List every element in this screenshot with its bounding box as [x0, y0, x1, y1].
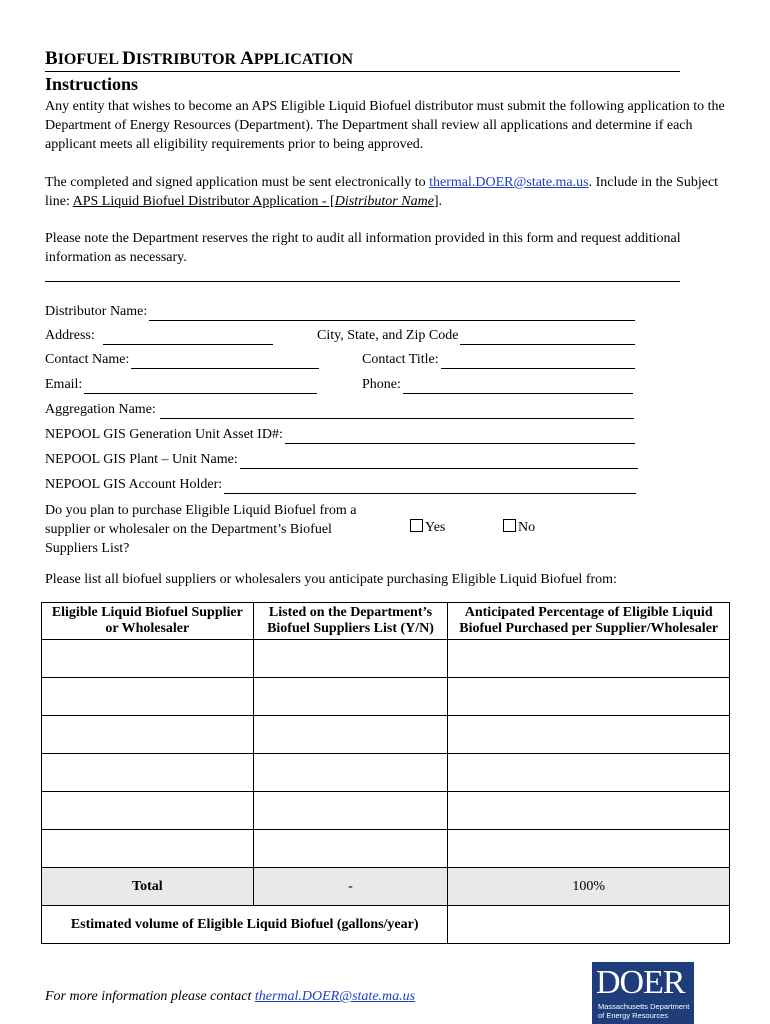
yes-checkbox[interactable]: Yes — [410, 519, 445, 536]
instructions-heading: Instructions — [45, 74, 139, 94]
instructions-paragraph-3: Please note the Department reserves the right to audit all information provided in this form and request additional information as necessary. — [45, 231, 681, 265]
table-row — [42, 716, 730, 754]
estimated-volume-row — [42, 906, 730, 944]
gis-asset-id-line[interactable] — [285, 429, 635, 444]
city-state-zip-line[interactable] — [460, 330, 635, 345]
listed-cell[interactable] — [253, 678, 448, 716]
column-header-listed: Listed on the Department’s Biofuel Suppliers List (Y/N) — [253, 603, 448, 640]
subject-line-text: APS Liquid Biofuel Distributor Application - [Distributor Name] — [72, 194, 439, 209]
logo-subtitle: Massachusetts Department of Energy Resources — [598, 1002, 690, 1020]
supplier-cell[interactable] — [42, 830, 254, 868]
phone-line[interactable] — [403, 379, 633, 394]
total-listed-value: - — [253, 868, 448, 906]
table-row — [42, 754, 730, 792]
section-divider — [45, 281, 680, 282]
no-checkbox[interactable]: No — [503, 519, 535, 536]
percentage-cell[interactable] — [448, 640, 730, 678]
supplier-table — [41, 602, 730, 944]
percentage-cell[interactable] — [448, 716, 730, 754]
city-state-zip-field[interactable]: City, State, and Zip Code — [317, 327, 635, 345]
contact-title-line[interactable] — [441, 354, 635, 369]
email-line[interactable] — [84, 379, 317, 394]
email-field[interactable]: Email: — [45, 376, 317, 394]
table-row — [42, 792, 730, 830]
table-row — [42, 830, 730, 868]
supplier-cell[interactable] — [42, 640, 254, 678]
column-header-supplier: Eligible Liquid Biofuel Supplier or Wholesaler — [42, 603, 254, 640]
percentage-cell[interactable] — [448, 792, 730, 830]
estimated-volume-label: Estimated volume of Eligible Liquid Biofuel (gallons/year) — [42, 906, 448, 944]
contact-title-field[interactable]: Contact Title: — [362, 351, 635, 369]
total-row — [42, 868, 730, 906]
page-title: BIOFUEL DISTRIBUTOR APPLICATION — [45, 49, 680, 72]
contact-name-line[interactable] — [131, 354, 319, 369]
table-header-row — [42, 603, 730, 640]
aggregation-name-field[interactable]: Aggregation Name: — [45, 401, 634, 419]
supplier-cell[interactable] — [42, 716, 254, 754]
supplier-list-prompt: Please list all biofuel suppliers or wholesalers you anticipate purchasing Eligible Liquid Biofuel from: — [45, 572, 617, 587]
instructions-paragraph-1: Any entity that wishes to become an APS Eligible Liquid Biofuel distributor must submit the following application to the Department of Energy Resources (Department). The Department shall review all applications and determine if each applicant meets all eligibility requirements prior to being approved. — [45, 99, 725, 152]
aggregation-name-line[interactable] — [160, 404, 634, 419]
address-field[interactable]: Address: — [45, 327, 273, 345]
total-label: Total — [42, 868, 254, 906]
percentage-cell[interactable] — [448, 678, 730, 716]
footer-contact: For more information please contact thermal.DOER@state.ma.us — [45, 989, 416, 1004]
listed-cell[interactable] — [253, 792, 448, 830]
table-row — [42, 640, 730, 678]
contact-name-field[interactable]: Contact Name: — [45, 351, 319, 369]
distributor-name-line[interactable] — [149, 306, 635, 321]
email-link[interactable]: thermal.DOER@state.ma.us — [429, 175, 589, 190]
checkbox-icon[interactable] — [410, 519, 423, 532]
checkbox-icon[interactable] — [503, 519, 516, 532]
supplier-cell[interactable] — [42, 792, 254, 830]
percentage-cell[interactable] — [448, 830, 730, 868]
gis-account-holder-field[interactable]: NEPOOL GIS Account Holder: — [45, 476, 636, 494]
doer-logo — [592, 962, 694, 1024]
gis-plant-unit-field[interactable]: NEPOOL GIS Plant – Unit Name: — [45, 451, 638, 469]
table-row — [42, 678, 730, 716]
distributor-name-field[interactable]: Distributor Name: — [45, 303, 635, 321]
listed-cell[interactable] — [253, 830, 448, 868]
supplier-cell[interactable] — [42, 754, 254, 792]
supplier-cell[interactable] — [42, 678, 254, 716]
percentage-cell[interactable] — [448, 754, 730, 792]
gis-plant-unit-line[interactable] — [240, 454, 638, 469]
column-header-percentage: Anticipated Percentage of Eligible Liquid Biofuel Purchased per Supplier/Wholesaler — [448, 603, 730, 640]
footer-email-link[interactable]: thermal.DOER@state.ma.us — [254, 989, 416, 1004]
address-line[interactable] — [103, 330, 273, 345]
total-percentage-value: 100% — [448, 868, 730, 906]
logo-mark: DOER — [596, 964, 685, 1001]
gis-account-holder-line[interactable] — [224, 479, 636, 494]
listed-cell[interactable] — [253, 716, 448, 754]
listed-cell[interactable] — [253, 754, 448, 792]
gis-asset-id-field[interactable]: NEPOOL GIS Generation Unit Asset ID#: — [45, 426, 635, 444]
purchase-question: Do you plan to purchase Eligible Liquid Biofuel from a supplier or wholesaler on the Department’s Biofuel Suppliers List? — [45, 503, 357, 556]
instructions-paragraph-2: The completed and signed application must be sent electronically to thermal.DOER@state.ma.us. Include in the Subject line: APS Liquid Biofuel Distributor Application - [Distributor Name]. — [45, 175, 719, 209]
phone-field[interactable]: Phone: — [362, 376, 633, 394]
estimated-volume-cell[interactable] — [448, 906, 730, 944]
listed-cell[interactable] — [253, 640, 448, 678]
